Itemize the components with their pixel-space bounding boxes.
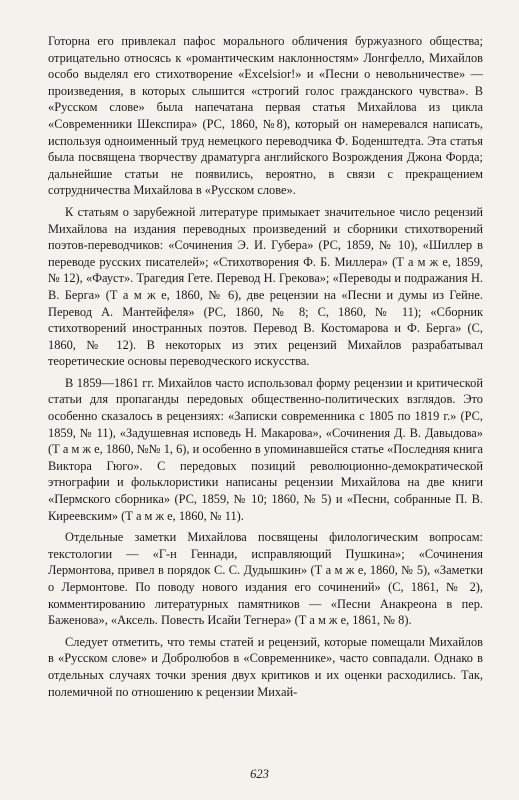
paragraph-5: Следует отметить, что темы статей и рецензий, которые помещали Михайлов в «Русском слове» и Добролюбов в «Современнике», часто совпадали. Однако в отдельных случаях точки зрения двух критиков и их оценки расходились. Так, полемичной по отношению к рецензии Михай-	[48, 634, 483, 699]
paragraph-2: К статьям о зарубежной литературе примыкает значительное число рецензий Михайлова на издания переводных произведений и сборники стихотворений поэтов-переводчиков: «Сочинения Э. И. Губера» (РС, 1859, № 10), «Шиллер в переводе русских писателей»; «Стихотворения Ф. Б. Миллера» (Т а м ж е, 1859, № 12), «Фауст». Трагедия Гете. Перевод Н. Грекова»; «Переводы и подражания Н. В. Берга» (Т а м ж е, 1860, № 6), две рецензии на «Песни и думы из Гейне. Перевод А. Мантейфеля» (РС, 1860, № 8; С, 1860, № 11); «Сборник стихотворений иностранных поэтов. Перевод В. Костомарова и Ф. Берга» (С, 1860, № 12). В некоторых из этих рецензий Михайлов разрабатывал теоретические основы переводческого искусства.	[48, 204, 483, 369]
paragraph-4: Отдельные заметки Михайлова посвящены филологическим вопросам: текстологии — «Г-н Геннади, исправляющий Пушкина»; «Сочинения Лермонтова, привел в порядок С. С. Дудышкин» (Т а м ж е, 1860, № 5), «Заметки о Лермонтове. По поводу нового издания его сочинений» (С, 1861, № 2), комментированию литературных памятников — «Песни Анакреона в пер. Баженова», «Аксель. Повесть Исайи Тегнера» (Т а м ж е, 1861, № 8).	[48, 530, 483, 628]
body-text	[48, 33, 483, 700]
paragraph-1: Готорна его привлекал пафос морального обличения буржуазного общества; отрицательно относясь к «романтическим наклонностям» Лонгфелло, Михайлов особо выделял его стихотворение «Excelsior!» и «Песни о невольничестве» — произведения, в которых слышится «строгий голос гражданского чувства». В «Русском слове» была напечатана первая статья Михайлова из цикла «Современники Шекспира» (РС, 1860, №8), который он намеревался написать, используя одноименный труд немецкого переводчика Ф. Боденштедта. Эта статья была посвящена творчеству драматурга английского Возрождения Джона Форда; дальнейшие статьи не появились, вероятно, в связи с прекращением сотрудничества Михайлова в «Русском слове».	[48, 34, 483, 198]
paragraph-3: В 1859—1861 гг. Михайлов часто использовал форму рецензии и критической статьи для пропаганды передовых общественно-политических взглядов. Это особенно сказалось в рецензиях: «Записки современника с 1805 по 1819 г.» (РС, 1859, № 11), «Задушевная исповедь Н. Макарова», «Сочинения Д. В. Давыдова» (Т а м ж е, 1860, №№ 1, 6), и особенно в упоминавшейся статье «Последняя книга Виктора Гюго». С передовых позиций революционно-демократической этнографии и фольклористики написаны рецензии Михайлова на две книги «Пермского сборника» (РС, 1859, № 10; 1860, № 5) и «Песни, собранные П. В. Киреевским» (Т а м ж е, 1860, № 11).	[48, 375, 483, 523]
page-number: 623	[250, 767, 269, 781]
